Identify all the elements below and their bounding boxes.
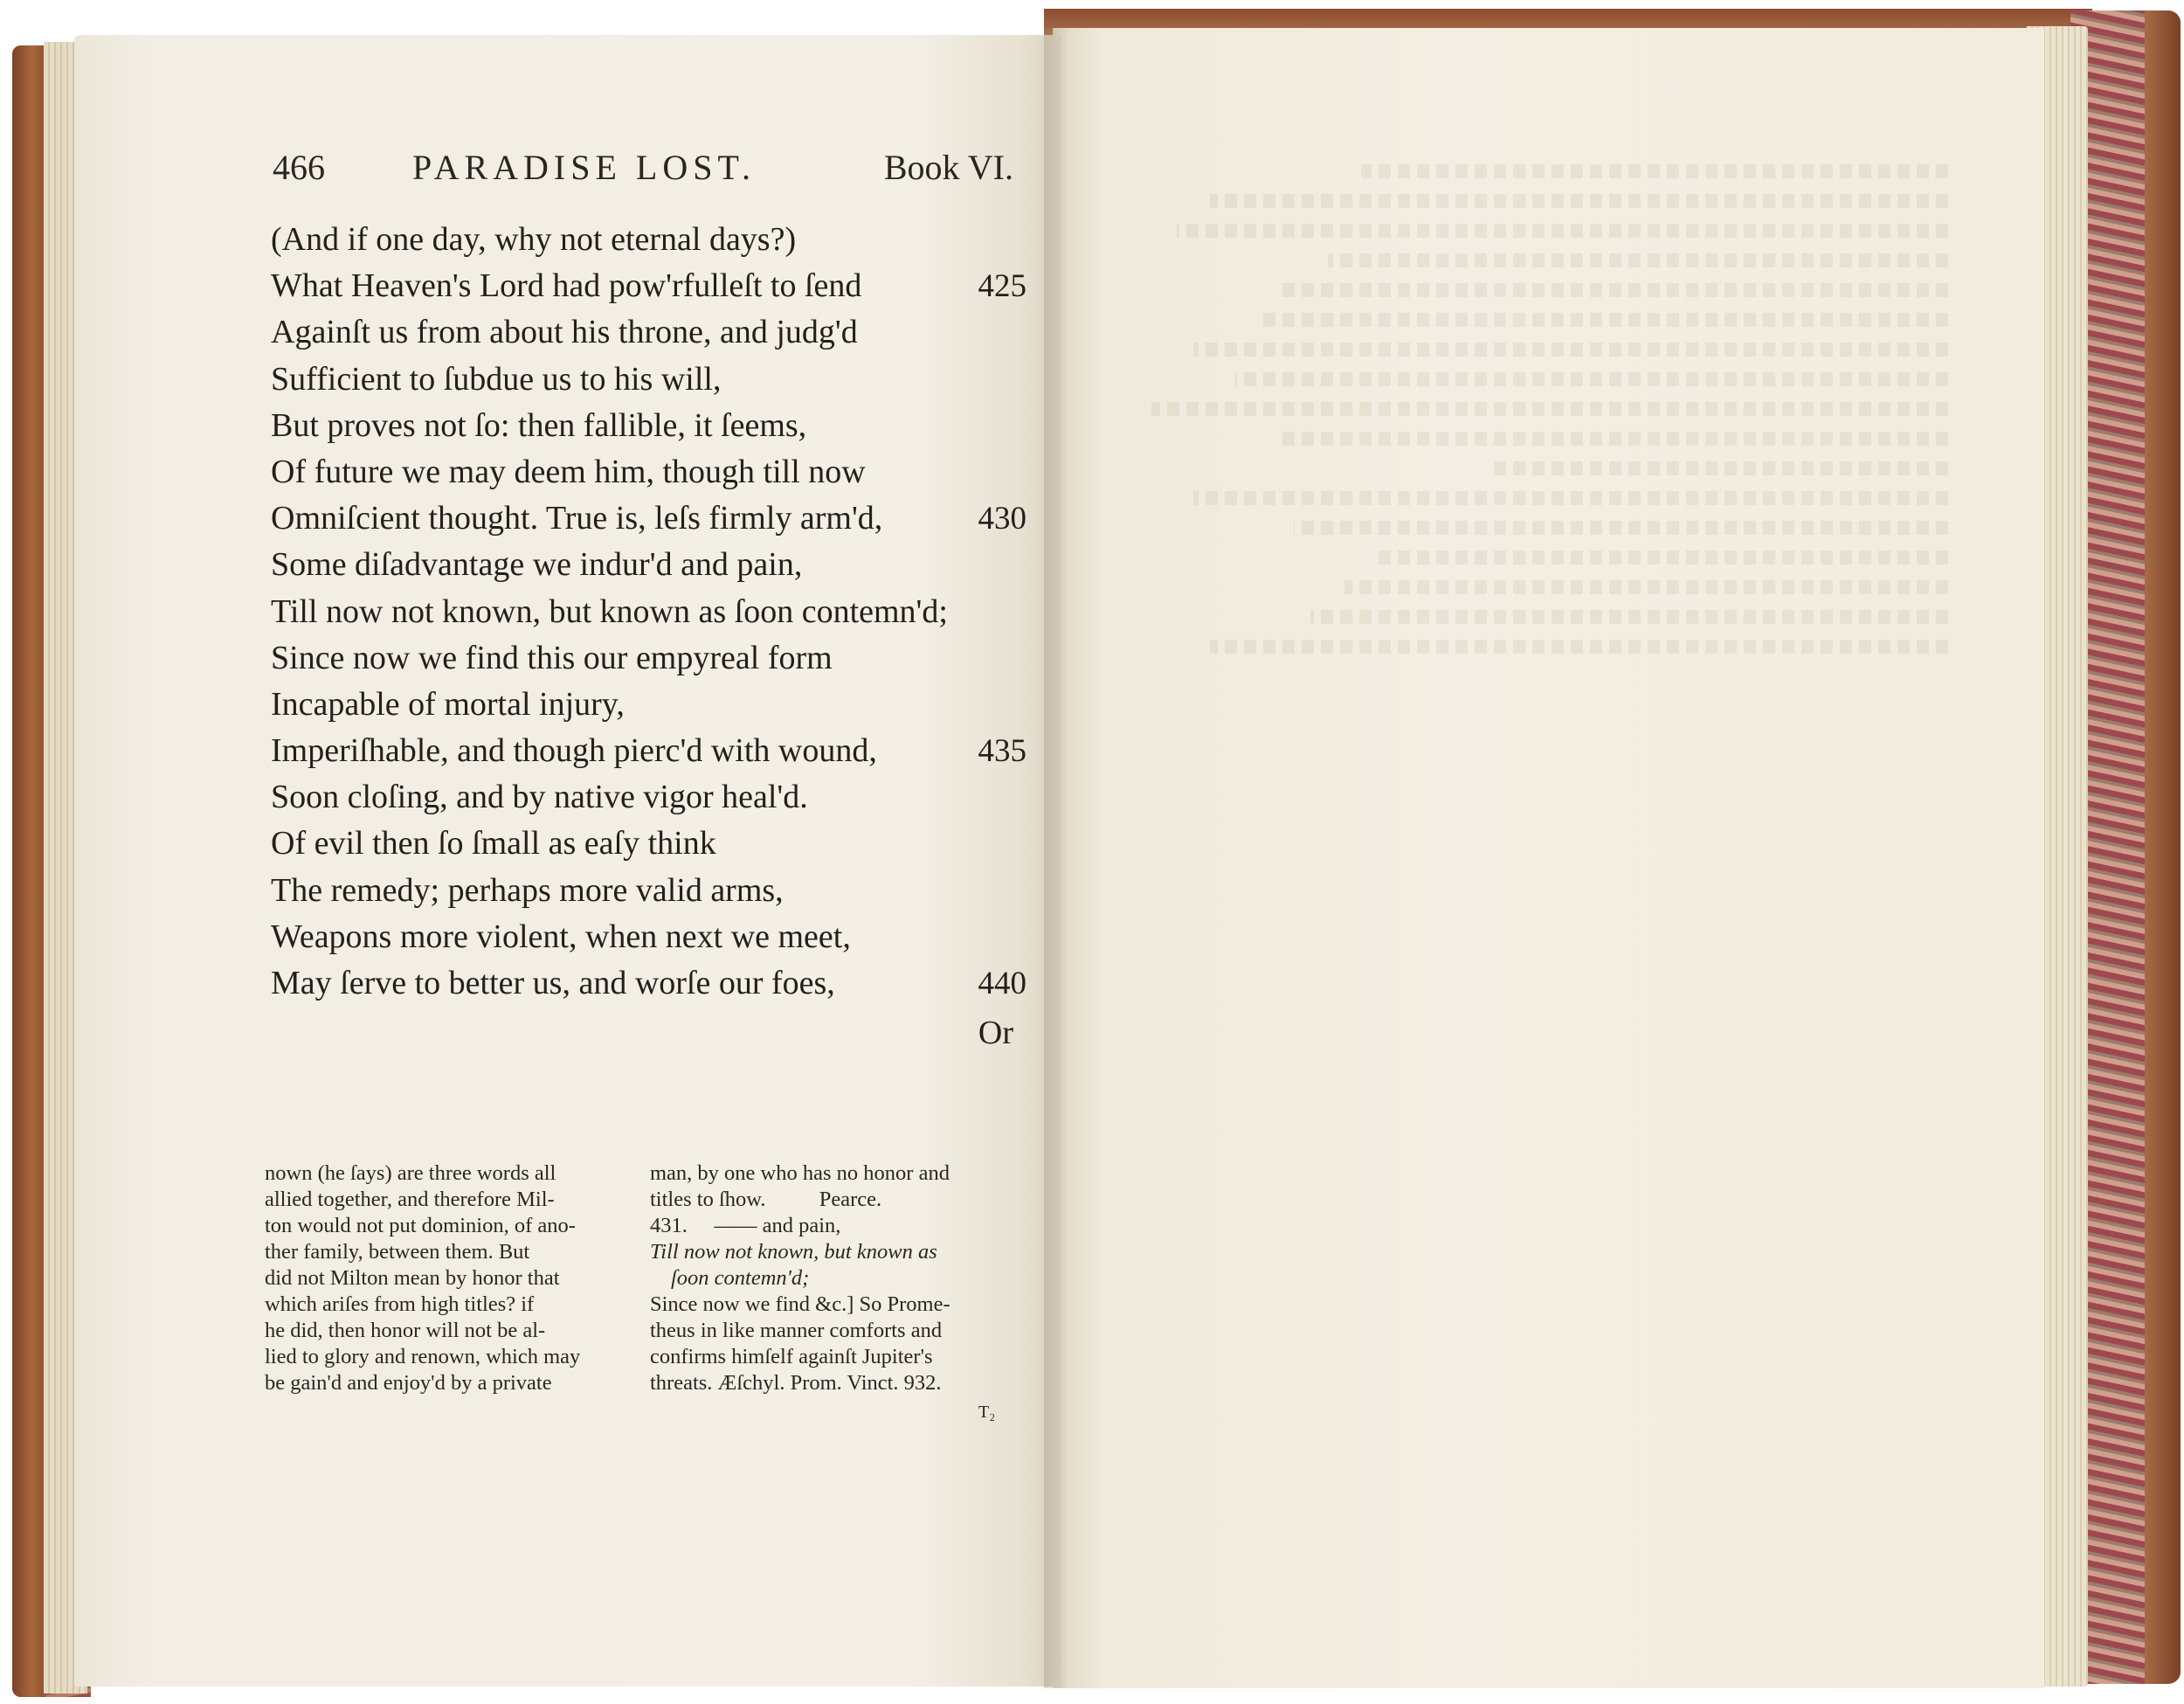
footnote-line: which ariſes from high titles? if bbox=[265, 1292, 535, 1316]
line-number: 435 bbox=[978, 733, 1026, 770]
footnote-column-left bbox=[265, 1160, 625, 1396]
verse-line: Againſt us from about his throne, and judg'd bbox=[271, 314, 858, 351]
verse-line: Of evil then ſo ſmall as eaſy think bbox=[271, 825, 716, 862]
signature-mark: T₂ bbox=[978, 1403, 996, 1422]
show-through-text bbox=[1109, 149, 1948, 1022]
verse-line: Omniſcient thought. True is, leſs firmly arm'd, 430 bbox=[271, 495, 1022, 542]
left-leather-cover bbox=[12, 45, 45, 1697]
footnote-line: ſoon contemn'd; bbox=[671, 1266, 810, 1290]
footnote-line: he did, then honor will not be al- bbox=[265, 1319, 546, 1342]
footnote-line: threats. Æſchyl. Prom. Vinct. 932. bbox=[650, 1371, 942, 1395]
book-section: Book VI. bbox=[883, 148, 1013, 187]
footnote-line: ton would not put dominion, of ano- bbox=[265, 1214, 576, 1237]
verse-line: Weapons more violent, when next we meet, bbox=[271, 918, 851, 955]
footnote-line: confirms himſelf againſt Jupiter's bbox=[650, 1345, 933, 1368]
line-number: 425 bbox=[978, 268, 1026, 305]
verse-line: May ſerve to better us, and worſe our foes, 440 bbox=[271, 960, 1022, 1007]
footnote-line: lied to glory and renown, which may bbox=[265, 1345, 581, 1368]
verse-line: The remedy; perhaps more valid arms, bbox=[271, 871, 784, 909]
verse-line: Till now not known, but known as ſoon contemn'd; bbox=[271, 592, 948, 630]
footnote-line: did not Milton mean by honor that bbox=[265, 1266, 560, 1290]
footnote-line: nown (he ſays) are three words all bbox=[265, 1161, 556, 1185]
book-title: PARADISE LOST. bbox=[412, 148, 756, 187]
verse-text bbox=[271, 217, 1026, 1007]
line-number: 430 bbox=[978, 501, 1026, 537]
book-gutter bbox=[1044, 28, 1067, 1688]
page-number: 466 bbox=[273, 148, 325, 187]
verse-line: Some diſadvantage we indur'd and pain, bbox=[271, 546, 803, 584]
right-leather-cover bbox=[2145, 10, 2181, 1684]
footnote-line: Since now we find &c.] So Prome- bbox=[650, 1292, 950, 1316]
footnote-line: theus in like manner comforts and bbox=[650, 1319, 943, 1342]
verse-line: (And if one day, why not eternal days?) bbox=[271, 221, 797, 258]
verse-line: But proves not ſo: then fallible, it ſeems, bbox=[271, 406, 807, 444]
verse-line: Imperiſhable, and though pierc'd with wound, 435 bbox=[271, 728, 1022, 774]
footnote-line: man, by one who has no honor and bbox=[650, 1161, 950, 1185]
verse-line: Since now we find this our empyreal form bbox=[271, 639, 833, 676]
verse-line: Soon cloſing, and by native vigor heal'd. bbox=[271, 779, 808, 816]
footnote-line: allied together, and therefore Mil- bbox=[265, 1188, 555, 1211]
footnote-line: titles to ſhow. Pearce. bbox=[650, 1188, 882, 1211]
footnote-line: 431. —— and pain, bbox=[650, 1214, 841, 1237]
verse-line: Sufficient to ſubdue us to his will, bbox=[271, 360, 722, 398]
catchword: Or bbox=[978, 1015, 1013, 1051]
line-number: 440 bbox=[978, 966, 1026, 1001]
footnote-line: ther family, between them. But bbox=[265, 1240, 530, 1264]
footnote-column-right bbox=[650, 1160, 1006, 1396]
verse-line: Incapable of mortal injury, bbox=[271, 685, 625, 723]
footnote-line: Till now not known, but known as bbox=[650, 1240, 937, 1264]
running-head bbox=[273, 147, 1013, 199]
verse-line: What Heaven's Lord had pow'rfulleſt to ſend 425 bbox=[271, 263, 1022, 309]
footnote-line: be gain'd and enjoy'd by a private bbox=[265, 1371, 552, 1395]
verse-line: Of future we may deem him, though till now bbox=[271, 453, 866, 490]
